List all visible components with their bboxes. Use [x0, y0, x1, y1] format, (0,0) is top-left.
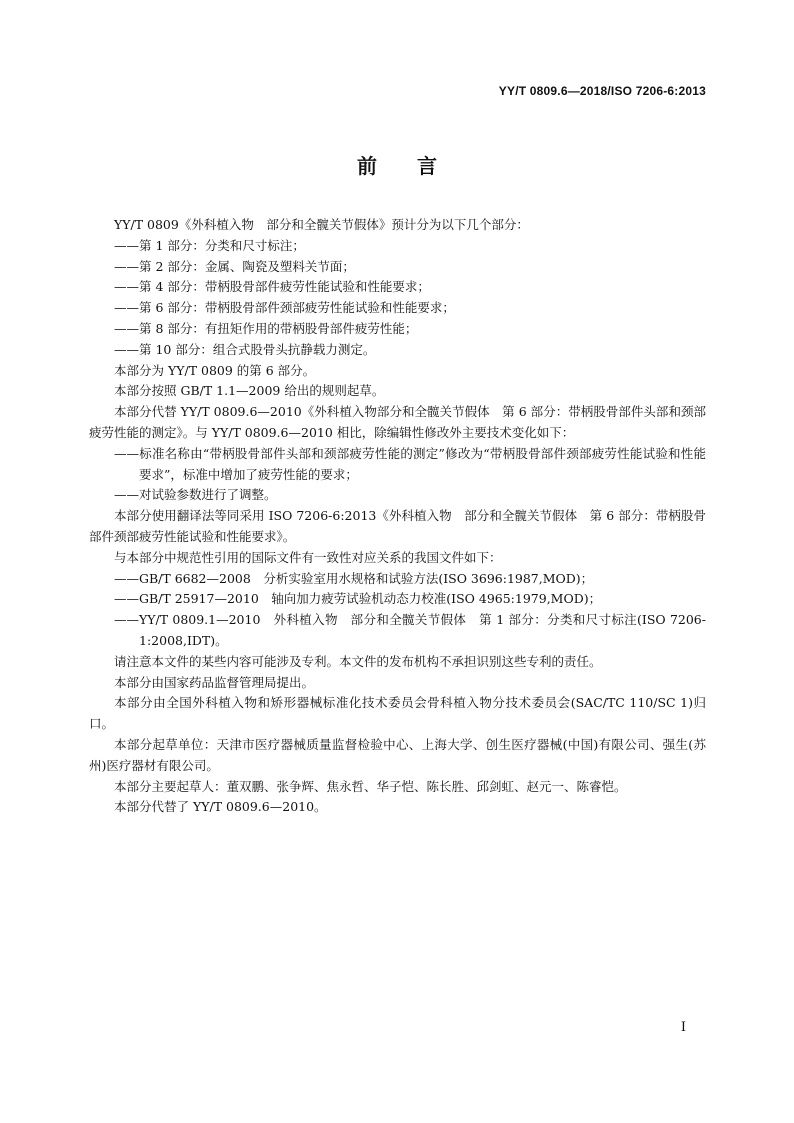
list-item-part-8: ——第 8 部分：有扭矩作用的带柄股骨部件疲劳性能； — [114, 320, 418, 336]
list-item-ref-yyt0809-1: ——YY/T 0809.1—2010 外科植入物 部分和全髋关节假体 第 1 部分：分类和尺寸标注(ISO 7206-1:2008,IDT)。 — [114, 612, 706, 648]
foreword-body — [89, 215, 706, 818]
list-item-part-10: ——第 10 部分：组合式股骨头抗静载力测定。 — [114, 341, 376, 357]
paragraph-part-statement: 本部分为 YY/T 0809 的第 6 部分。 — [114, 362, 316, 378]
paragraph-drafting-rules: 本部分按照 GB/T 1.1—2009 给出的规则起草。 — [114, 383, 385, 399]
page-title: 前言 — [357, 154, 477, 178]
list-item-part-2: ——第 2 部分：金属、陶瓷及塑料关节面； — [114, 258, 355, 274]
paragraph-replaced-version: 本部分代替了 YY/T 0809.6—2010。 — [114, 799, 327, 815]
paragraph-iso-adoption: 本部分使用翻译法等同采用 ISO 7206-6:2013《外科植入物 部分和全髋关节假体 第 6 部分：带柄股骨部件颈部疲劳性能试验和性能要求》。 — [89, 508, 706, 544]
paragraph-patent-notice: 请注意本文件的某些内容可能涉及专利。本文件的发布机构不承担识别这些专利的责任。 — [114, 653, 602, 669]
list-item-part-4: ——第 4 部分：带柄股骨部件疲劳性能试验和性能要求； — [114, 279, 430, 295]
paragraph-replacement: 本部分代替 YY/T 0809.6—2010《外科植入物部分和全髋关节假体 第 6 部分：带柄股骨部件头部和颈部疲劳性能的测定》。与 YY/T 0809.6—2010 相比，除编辑性修改外主要技术变化如下： — [89, 404, 706, 440]
paragraph-drafting-units: 本部分起草单位：天津市医疗器械质量监督检验中心、上海大学、创生医疗器械(中国)有限公司、强生(苏州)医疗器材有限公司。 — [89, 736, 706, 773]
standard-number-header: YY/T 0809.6—2018/ISO 7206-6:2013 — [498, 84, 706, 98]
page-number: I — [680, 1020, 686, 1035]
paragraph-reference-intro: 与本部分中规范性引用的国际文件有一致性对应关系的我国文件如下： — [114, 549, 502, 565]
list-item-ref-gbt6682: ——GB/T 6682—2008 分析实验室用水规格和试验方法(ISO 3696:1987,MOD)； — [114, 570, 594, 586]
list-item-part-6: ——第 6 部分：带柄股骨部件颈部疲劳性能试验和性能要求； — [114, 300, 455, 316]
paragraph-committee: 本部分由全国外科植入物和矫形器械标准化技术委员会骨科植入物分技术委员会(SAC/TC 110/SC 1)归口。 — [89, 695, 706, 732]
paragraph-proposer: 本部分由国家药品监督管理局提出。 — [114, 674, 315, 690]
paragraph-parts-intro: YY/T 0809《外科植入物 部分和全髋关节假体》预计分为以下几个部分： — [114, 217, 529, 232]
list-item-change-title: ——标准名称由“带柄股骨部件头部和颈部疲劳性能的测定”修改为“带柄股骨部件颈部疲劳性能试验和性能要求”，标准中增加了疲劳性能的要求； — [114, 445, 706, 482]
list-item-change-parameters: ——对试验参数进行了调整。 — [114, 487, 277, 503]
list-item-ref-gbt25917: ——GB/T 25917—2010 轴向加力疲劳试验机动态力校准(ISO 4965:1979,MOD)； — [114, 591, 602, 607]
paragraph-drafters: 本部分主要起草人：董双鹏、张争辉、焦永哲、华子恺、陈长胜、邱剑虹、赵元一、陈睿恺。 — [114, 778, 627, 794]
list-item-part-1: ——第 1 部分：分类和尺寸标注； — [114, 237, 305, 253]
